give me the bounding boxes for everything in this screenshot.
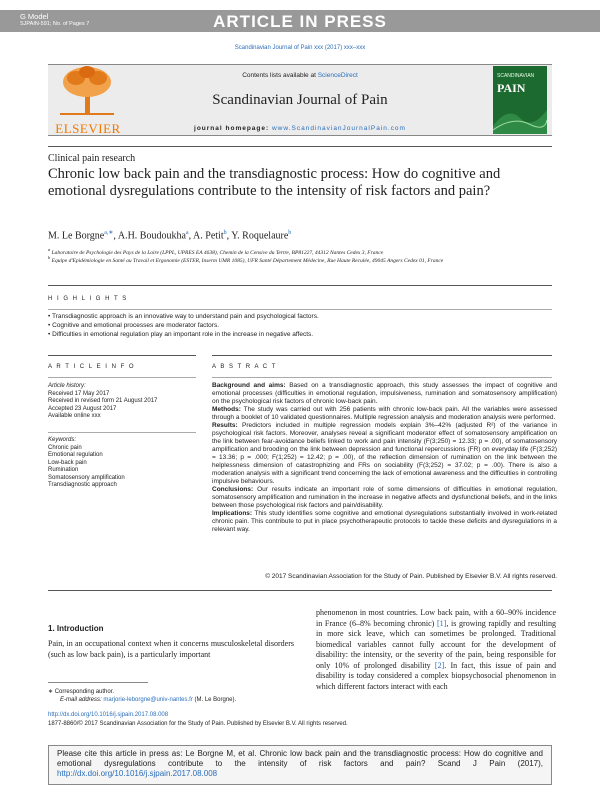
highlights-label: H I G H L I G H T S xyxy=(48,296,128,302)
cover-art xyxy=(493,96,547,134)
abstract-label: A B S T R A C T xyxy=(212,364,277,370)
divider xyxy=(48,285,552,286)
journal-cover-thumbnail xyxy=(493,66,547,134)
author-sup[interactable]: a,∗ xyxy=(104,230,114,236)
journal-name: Scandinavian Journal of Pain xyxy=(212,92,388,108)
author-sup[interactable]: b xyxy=(223,230,227,236)
article-title: Chronic low back pain and the transdiagnostic process: How do cognitive and emotional dysregulations contribute to the intensity of risk factors and pain? xyxy=(48,166,501,199)
author-name[interactable]: A.H. Boudoukha xyxy=(117,230,186,242)
journal-ref[interactable]: Scandinavian Journal of Pain xxx (2017) xxx–xxx xyxy=(234,45,366,51)
author-name[interactable]: Y. Roquelaure xyxy=(231,230,289,242)
intro-right-column: phenomenon in most countries. Low back pain, with a 60–90% incidence in France (6–8% becoming chronic) [1], is growing rapidly and resulting in more sick leave, which can sometimes be prolonged. Traditional biomedical variables cannot fully account for the development of disability: the intensity, or the severity of the pain, being responsible for only 10% of prolonged disability [2]. In fact, this issue of pain and disability is today considered a complex biopsychosocial phenomenon in which different factors interact with each xyxy=(316,608,557,691)
divider xyxy=(48,432,196,433)
abstract-body: Background and aims: Based on a transdiagnostic approach, this study assesses the impact of cognitive and emotional processes (difficulties in emotional regulation, impulsiveness, rumination and somatosensory amplification) on the psychological risk factors of chronic low-back pain. Methods: The study was carried out with 256 patients with chronic low-back pain. All the variables were assessed through a booklet of 10 validated questionnaires. Multiple regression analysis and moderation analysis were performed. Results: Predictors included in multiple regression models explain 3%–42% (adjusted R²) of the variance in psychological risk factors. Moreover, analyses reveal a significant moderator effect of somatosensory amplification on the link between fear-avoidance beliefs linked to work and pain intensity (F(3;250) = 12.33; p = .00), of somatosensory amplification and brooding on the link between depression and functional repercussions (FR) on everyday life (F(3;252) = 13.36; p = .000; F(1;252) = 12.42; p = .00), of the reflection dimension of rumination on the link between the helplessness dimension of catastrophizing and FRs on sociability (F(3;252) = 37.02; p = .00). There is also a moderation analysis with a significant trend concerning the lack of emotional awareness and the difficulties in controlling impulsive behaviours. Conclusions: Our results indicate an important role of some dimensions of difficulties in emotional regulation, somatosensory amplification and rumination in the increase in negative affects and dysfunctional beliefs, and in the links between those psychological risk factors and pain/disability. Implications: This study identifies some cognitive and emotional dysregulations substantially involved in work-related chronic pain. This contribute to put in place psychotherapeutic protocols to tackle these deficits and dysregulations in a relevant way. xyxy=(212,382,557,533)
divider xyxy=(212,377,552,378)
author-name[interactable]: M. Le Borgne xyxy=(48,230,105,242)
abstract-copyright: © 2017 Scandinavian Association for the Study of Pain. Published by Elsevier B.V. All rights reserved. xyxy=(265,573,557,580)
affiliation: $^a$ Laboratoire de Psychologie des Pays de la Loire (LPPL, UPRES EA 4638), Chemin de la Censive du Tertre, BP81227, 44312 Nantes Cedex 3, France xyxy=(48,247,384,256)
highlight-item: • Difficulties in emotional regulation play an important role in the increase in negative affects. xyxy=(48,331,314,338)
publisher-name: ELSEVIER xyxy=(55,121,121,136)
g-model-label: G Model xyxy=(20,12,49,21)
highlight-item: • Cognitive and emotional processes are moderator factors. xyxy=(48,322,220,329)
homepage-link[interactable]: www.ScandinavianJournalPain.com xyxy=(271,125,406,132)
affiliation: $^b$ Equipe d'Epidémiologie en Santé au Travail et Ergonomie (ESTER, Inserm UMR 1085), UFR Santé Département Médecine, Rue Haute Reculée, 49045 Angers Cedex 01, France xyxy=(48,255,444,264)
article-in-press-banner xyxy=(0,10,600,32)
issn-line: 1877-8860/© 2017 Scandinavian Association for the Study of Pain. Published by Elsevier B.V. All rights reserved. xyxy=(48,721,348,727)
article-history: Article history: Received 17 May 2017 Received in revised form 21 August 2017 Accepted 23 August 2017 Available online xxx xyxy=(48,383,158,419)
cover-line2: PAIN xyxy=(497,81,526,95)
author-name[interactable]: A. Petit xyxy=(193,230,224,242)
divider xyxy=(48,590,552,591)
divider xyxy=(48,309,552,310)
corresponding-author: ∗ Corresponding author. xyxy=(48,689,115,695)
journal-homepage: journal homepage: www.ScandinavianJournalPain.com xyxy=(194,125,406,132)
citation-doi-link[interactable]: http://dx.doi.org/10.1016/j.sjpain.2017.08.008 xyxy=(57,769,218,778)
divider xyxy=(212,355,552,356)
article-info-label: A R T I C L E I N F O xyxy=(48,364,136,370)
author-sup[interactable]: a xyxy=(185,230,189,236)
keywords: Keywords: Chronic pain Emotional regulation Low-back pain Rumination Somatosensory amplification Transdiagnostic approach xyxy=(48,437,125,488)
divider xyxy=(48,146,552,147)
email-line: E-mail address: marjorie-leborgne@univ-nantes.fr (M. Le Borgne). xyxy=(60,697,237,703)
banner-title: ARTICLE IN PRESS xyxy=(213,12,387,31)
author-sup[interactable]: b xyxy=(288,230,292,236)
reference-link[interactable]: [1] xyxy=(436,618,447,628)
reference-link[interactable]: [2] xyxy=(434,660,445,670)
citation-box: Please cite this article in press as: Le Borgne M, et al. Chronic low back pain and the transdiagnostic process: How do cognitive and emotional dysregulations contribute to the intensity of risk factors and pain? Scand J Pain (2017), http://dx.doi.org/10.1016/j.sjpain.2017.08.008 xyxy=(48,745,552,785)
divider xyxy=(48,355,196,356)
page-info: SJPAIN-591; No. of Pages 7 xyxy=(20,21,90,27)
email-link[interactable]: marjorie-leborgne@univ-nantes.fr xyxy=(103,697,193,703)
sciencedirect-link[interactable]: ScienceDirect xyxy=(317,72,358,79)
author-list: M. Le Borgne$^{a,∗}$, A.H. Boudoukha$^a$, A. Petit$^b$, Y. Roquelaure$^b$ xyxy=(48,230,292,242)
footnote-divider xyxy=(48,682,148,683)
intro-heading: 1. Introduction xyxy=(48,624,104,633)
doi-link[interactable]: http://dx.doi.org/10.1016/j.sjpain.2017.08.008 xyxy=(48,712,169,718)
highlight-item: • Transdiagnostic approach is an innovative way to understand pain and psychological factors. xyxy=(48,313,319,320)
intro-left-column: Pain, in an occupational context when it concerns musculoskeletal disorders (such as low back pain), is a particularly important xyxy=(48,639,294,659)
cover-line1: SCANDINAVIAN xyxy=(497,73,535,79)
divider xyxy=(48,377,196,378)
section-label: Clinical pain research xyxy=(48,153,136,164)
contents-line: Contents lists available at ScienceDirect xyxy=(242,72,358,79)
